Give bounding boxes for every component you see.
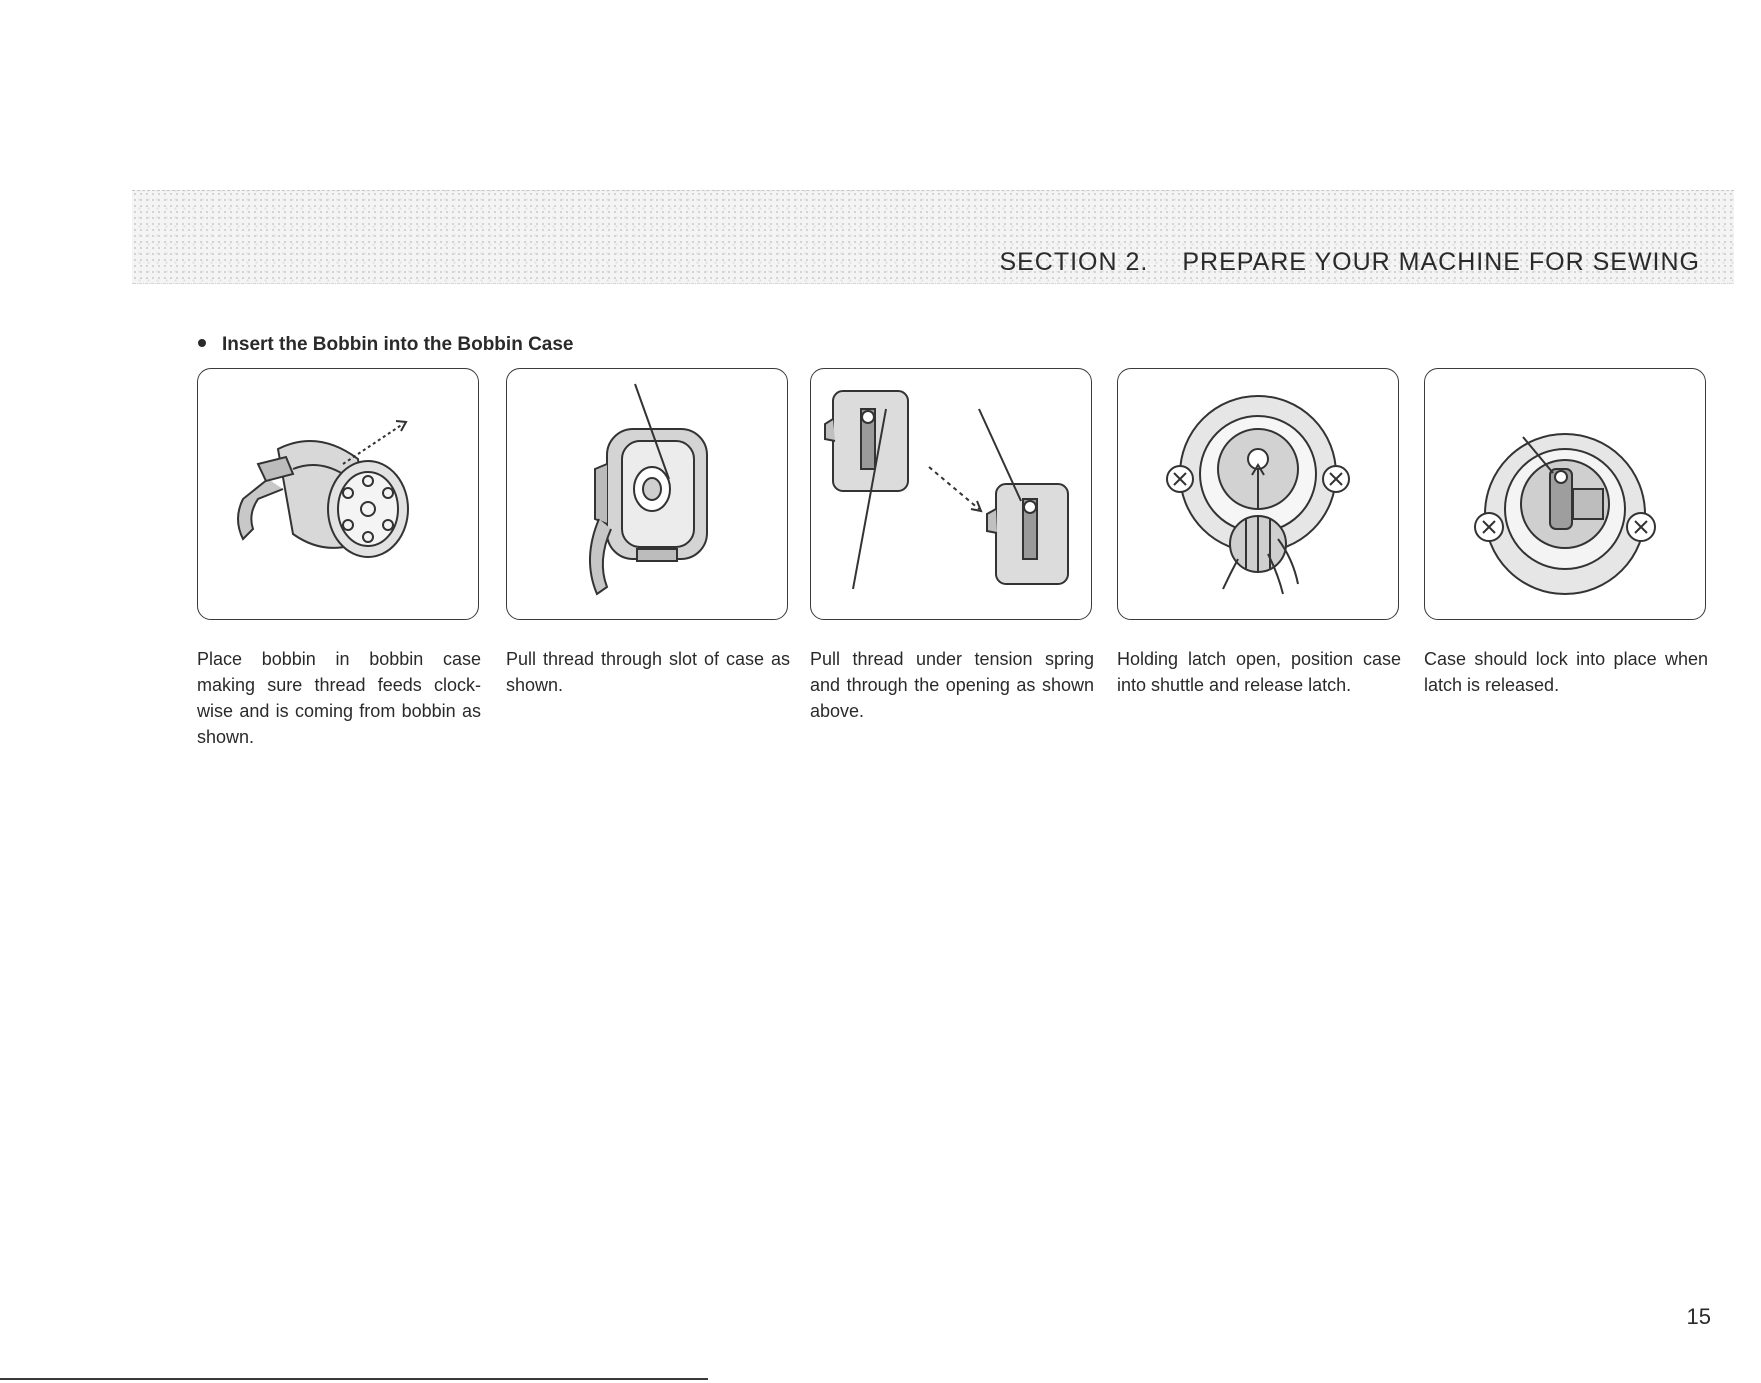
step-2-caption: Pull thread through slot of case as shown.: [506, 649, 790, 695]
step-4-caption: Holding latch open, position case into shuttle and release latch.: [1117, 649, 1401, 695]
case-into-shuttle-illustration: [1117, 368, 1399, 620]
step-3-caption: Pull thread under tension spring and through the opening as shown above.: [810, 649, 1094, 721]
section-header-band: [132, 190, 1734, 284]
section-number: SECTION 2.: [999, 248, 1149, 276]
case-locked-illustration: [1424, 368, 1706, 620]
section-heading: [999, 248, 1700, 277]
section-title: PREPARE YOUR MACHINE FOR SEWING: [1182, 248, 1700, 276]
thread-through-slot-illustration: [506, 368, 788, 620]
step-1-caption: Place bobbin in bobbin case making sure thread feeds clock-wise and is coming from bobbin as shown.: [197, 649, 481, 747]
bobbin-into-case-illustration: [197, 368, 479, 620]
thread-under-tension-spring-illustration: [810, 368, 1092, 620]
bottom-rule: [0, 1378, 708, 1380]
subheading-text: Insert the Bobbin into the Bobbin Case: [222, 334, 574, 355]
step-5-caption: Case should lock into place when latch is released.: [1424, 649, 1708, 695]
subheading: [198, 334, 574, 356]
page-number: 15: [1686, 1304, 1711, 1329]
bullet-icon: [198, 339, 206, 347]
